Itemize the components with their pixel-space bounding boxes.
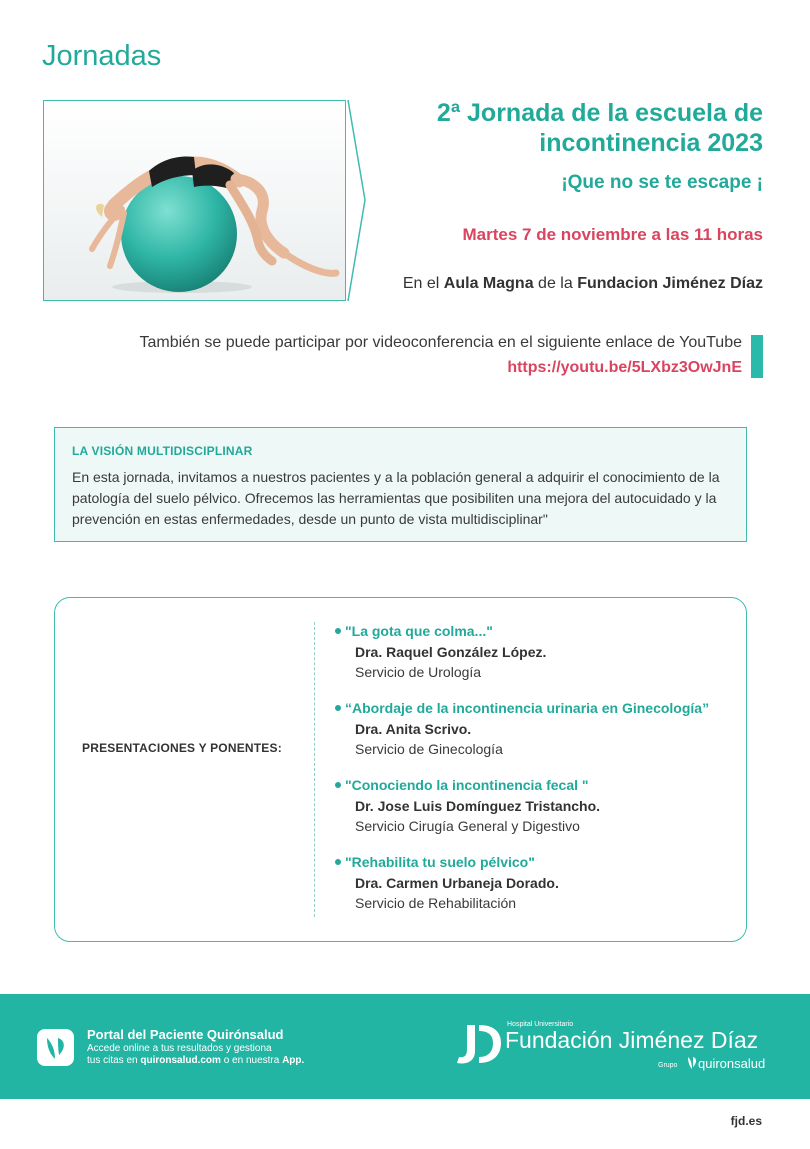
youtube-link[interactable]: https://youtu.be/5LXbz3OwJnE — [507, 359, 742, 376]
portal-title: Portal del Paciente Quirónsalud — [87, 1027, 284, 1042]
footer-banner — [0, 994, 810, 1099]
venue-prefix: En el — [402, 275, 444, 292]
presentation-item — [335, 854, 735, 931]
event-venue — [403, 275, 763, 293]
presentation-item — [335, 623, 735, 700]
event-title — [363, 98, 763, 158]
presentation-service: Servicio de Ginecología — [355, 741, 503, 757]
presentation-speaker: Dra. Carmen Urbaneja Dorado. — [355, 875, 559, 891]
videoconference-text: También se puede participar por videoconferencia en el siguiente enlace de YouTube — [139, 334, 742, 351]
group-name: quironsalud — [698, 1056, 766, 1071]
presentation-title: “Abordaje de la incontinencia urinaria en Ginecología” — [345, 700, 710, 716]
presentations-list — [335, 623, 735, 931]
site-url[interactable]: fjd.es — [730, 1114, 762, 1128]
presentation-title: "La gota que colma..." — [345, 623, 493, 639]
bullet-icon — [335, 859, 341, 865]
portal-line2-prefix: tus citas en — [87, 1055, 141, 1066]
bullet-icon — [335, 705, 341, 711]
vision-box — [54, 427, 747, 542]
portal-site-link[interactable]: quironsalud.com — [140, 1055, 221, 1066]
bullet-icon — [335, 628, 341, 634]
venue-place: Fundacion Jiménez Díaz — [577, 275, 763, 292]
video-accent-bar — [751, 335, 763, 378]
presentation-service: Servicio de Urología — [355, 664, 482, 680]
presentations-box — [54, 597, 747, 942]
quironsalud-logo-icon — [686, 1056, 698, 1070]
event-date: Martes 7 de noviembre a las 11 horas — [462, 225, 763, 244]
vision-title: LA VISIÓN MULTIDISCIPLINAR — [72, 444, 253, 458]
presentations-label: PRESENTACIONES Y PONENTES: — [82, 741, 282, 755]
presentation-item — [335, 777, 735, 854]
fjd-logo-icon — [455, 1021, 503, 1067]
woman-on-fitness-ball-illustration — [44, 101, 346, 301]
fjd-name: Fundación Jiménez Díaz — [505, 1027, 759, 1053]
section-title: Jornadas — [42, 40, 162, 72]
portal-description: Accede online a tus resultados y gestiona — [87, 1043, 272, 1054]
portal-app-logo-icon — [37, 1029, 74, 1066]
vision-body: En esta jornada, invitamos a nuestros pacientes y a la población general a adquirir el conocimiento de la patología del suelo pélvico. Ofrecemos las herramientas que posibiliten una mejora del autocuidado y la prevención en estas enfermedades, desde un punto de vista multidisciplinar" — [72, 469, 720, 527]
event-title-line1: 2ª Jornada de la escuela de — [436, 99, 763, 127]
presentation-speaker: Dr. Jose Luis Domínguez Tristancho. — [355, 798, 601, 814]
event-title-line2: incontinencia 2023 — [539, 129, 763, 157]
group-label: Grupo — [658, 1062, 678, 1069]
presentation-speaker: Dra. Anita Scrivo. — [355, 721, 472, 737]
fjd-subtitle: Hospital Universitario — [507, 1021, 574, 1028]
event-slogan: ¡Que no se te escape ¡ — [561, 172, 763, 193]
hero-image — [43, 100, 346, 301]
presentation-title: "Conociendo la incontinencia fecal " — [345, 777, 589, 793]
venue-room: Aula Magna — [443, 275, 534, 292]
venue-mid: de la — [533, 275, 578, 292]
portal-app-label: App. — [282, 1055, 305, 1066]
presentations-divider — [314, 622, 315, 917]
presentation-service: Servicio Cirugía General y Digestivo — [355, 818, 580, 834]
bullet-icon — [335, 782, 341, 788]
presentation-speaker: Dra. Raquel González López. — [355, 644, 547, 660]
presentation-title: "Rehabilita tu suelo pélvico" — [345, 854, 535, 870]
portal-line2-mid: o en nuestra — [220, 1055, 283, 1066]
presentation-item — [335, 700, 735, 777]
portal-description-2 — [87, 1055, 304, 1066]
presentation-service: Servicio de Rehabilitación — [355, 895, 517, 911]
